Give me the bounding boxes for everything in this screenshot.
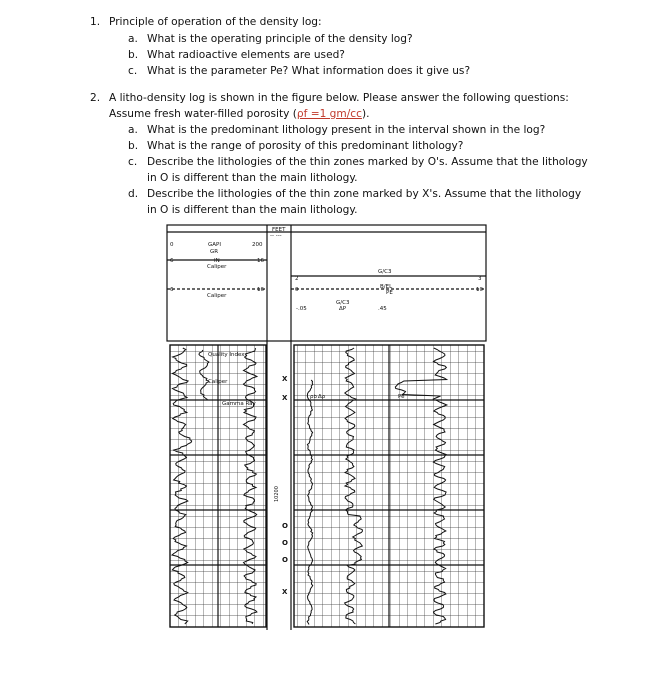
- q2-d-text: Describe the lithologies of the thin zone marked by X's. Assume that the lithology: [147, 188, 582, 200]
- q2-title: A litho-density log is shown in the figure below. Please answer the following questions:: [109, 92, 569, 104]
- q1-c-letter: c.: [128, 65, 138, 77]
- q2-a-letter: a.: [128, 124, 138, 136]
- q1-a-letter: a.: [128, 33, 138, 45]
- q1-number: 1.: [90, 16, 101, 28]
- pe-track-label: PE: [386, 290, 393, 296]
- pe-unit-label: B/EL: [380, 284, 393, 290]
- drho-unit-label: G/C3: [336, 300, 350, 306]
- quality-index-label: Quality Index: [208, 352, 245, 358]
- q2-c-text: Describe the lithologies of the thin zones marked by O's. Assume that the lithology: [147, 156, 588, 168]
- caliper2-track-label: Caliper: [207, 293, 227, 299]
- caliper-unit-label: IN: [214, 258, 220, 264]
- rho-scale-right: 3: [478, 276, 482, 282]
- q1-title: Principle of operation of the density log:: [109, 16, 322, 28]
- o-mark-1: O: [282, 522, 288, 530]
- pe-scale-right: 10: [476, 287, 483, 293]
- x-mark-3: X: [282, 588, 288, 596]
- gr-scale-left: 0: [170, 242, 174, 248]
- rho-unit-label: G/C3: [378, 269, 392, 275]
- q2-a-text: What is the predominant lithology present in the interval shown in the log?: [147, 124, 546, 136]
- rho-scale-left: 2: [295, 276, 299, 282]
- q2-b-letter: b.: [128, 140, 139, 152]
- o-mark-2: O: [282, 539, 288, 547]
- drho-track-label: ΔP: [339, 306, 347, 312]
- q2-d-letter: d.: [128, 188, 139, 200]
- q2-number: 2.: [90, 92, 101, 104]
- q2-c-text-cont: in O is different than the main lithology.: [147, 172, 358, 184]
- q2-b-text: What is the range of porosity of this predominant lithology?: [147, 140, 464, 152]
- depth-header-sub: -- ---: [270, 233, 282, 239]
- x-mark-1: X: [282, 375, 288, 383]
- caliper-track-label: Caliper: [207, 264, 227, 270]
- cal-scale-right: 16: [257, 258, 264, 264]
- o-mark-3: O: [282, 556, 288, 564]
- q2-d-text-cont: in O is different than the main lithology.: [147, 204, 358, 216]
- rhob-curve-label: ρb: [310, 394, 317, 400]
- pe-scale-left: 0: [295, 287, 299, 293]
- drho-scale-left: -.05: [296, 306, 307, 312]
- x-mark-2: X: [282, 394, 288, 402]
- gr-track-label: GR: [210, 249, 219, 255]
- caliper-curve-label: Caliper: [208, 379, 228, 385]
- cal-scale-left: 6: [170, 258, 174, 264]
- q1-b-letter: b.: [128, 49, 139, 61]
- depth-header: FEET: [272, 227, 286, 233]
- q1-b-text: What radioactive elements are used?: [147, 49, 345, 61]
- pe-curve-label: Pe: [398, 394, 405, 400]
- drho-scale-right: .45: [378, 306, 387, 312]
- q2-density-value: ρf =1 gm/cc: [296, 108, 362, 120]
- q2-assume-suffix: ).: [361, 108, 370, 120]
- depth-10200-label: 10200: [274, 486, 280, 502]
- q1-a-text: What is the operating principle of the density log?: [147, 33, 413, 45]
- gr-unit-label: GAPI: [208, 242, 221, 248]
- drho-curve-label: Δρ: [318, 394, 326, 400]
- q1-c-text: What is the parameter Pe? What information does it give us?: [147, 65, 471, 77]
- cal2-scale-right: 16: [257, 287, 264, 293]
- cal2-scale-left: 6: [170, 287, 174, 293]
- q2-assume-prefix: Assume fresh water-filled porosity (: [109, 108, 297, 120]
- gamma-ray-label: Gamma Ray: [222, 401, 256, 407]
- gr-scale-right: 200: [252, 242, 263, 248]
- q2-c-letter: c.: [128, 156, 138, 168]
